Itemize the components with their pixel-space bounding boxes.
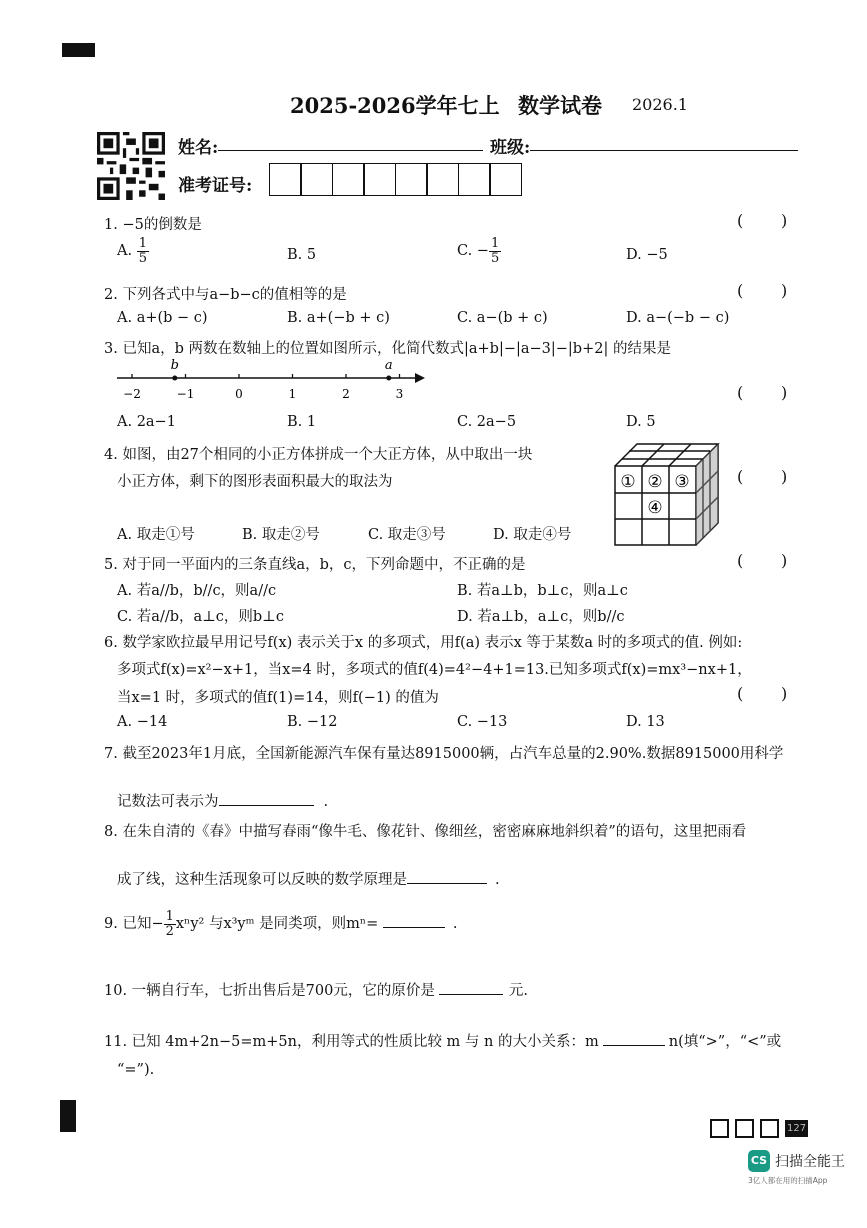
class-label: 班级: xyxy=(490,138,531,158)
cube-figure xyxy=(612,440,722,548)
option-d: D. 取走④号 xyxy=(493,527,572,543)
qr-code xyxy=(97,132,165,200)
option-c: C. −13 xyxy=(457,714,508,730)
answer-blank[interactable] xyxy=(383,927,445,928)
cube-label-3: ③ xyxy=(674,472,690,492)
option-d: D. a−(−b − c) xyxy=(626,310,730,326)
option-c: C. 若a//b，a⊥c，则b⊥c xyxy=(117,609,284,625)
exam-subject: 数学试卷 xyxy=(518,93,602,118)
point-b xyxy=(172,376,177,381)
number-line-tick-label: −1 xyxy=(176,387,195,401)
answer-paren[interactable]: ( ) xyxy=(737,467,788,486)
question-11-line1: 11. 已知 4m+2n−5=m+5n，利用等式的性质比较 m 与 n 的大小关系：m n(填“>”，“<”或 xyxy=(104,1034,782,1050)
number-line-tick-label: 1 xyxy=(288,387,297,401)
corner-marker xyxy=(60,1100,76,1132)
option-c: C. a−(b + c) xyxy=(457,310,548,326)
option-c: C. 2a−5 xyxy=(457,414,517,430)
option-a: A. $\frac{1}{5}$ xyxy=(117,236,147,266)
option-d: D. 若a⊥b，a⊥c，则b//c xyxy=(457,609,625,625)
question-5-stem: 5. 对于同一平面内的三条直线a，b，c，下列命题中，不正确的是 xyxy=(104,557,526,573)
app-logo-icon: CS xyxy=(748,1150,770,1172)
option-c: C. 取走③号 xyxy=(368,527,446,543)
answer-blank[interactable] xyxy=(603,1045,665,1046)
name-label: 姓名: xyxy=(178,138,219,158)
option-b: B. 5 xyxy=(287,247,317,263)
number-line xyxy=(115,355,430,405)
exam-id-box[interactable] xyxy=(395,163,428,196)
option-b: B. 1 xyxy=(287,414,317,430)
exam-id-box[interactable] xyxy=(300,163,333,196)
class-field[interactable] xyxy=(530,150,798,151)
app-tagline: 3亿人都在用的扫描App xyxy=(748,1176,828,1185)
exam-id-box[interactable] xyxy=(332,163,365,196)
exam-id-label: 准考证号: xyxy=(178,176,253,196)
option-d: D. 13 xyxy=(626,714,665,730)
question-11-line2: “=”). xyxy=(117,1062,155,1078)
question-6-line3: 当x=1 时，多项式的值f(1)=14，则f(−1) 的值为 xyxy=(117,690,439,706)
question-7-line1: 7. 截至2023年1月底，全国新能源汽车保有量达8915000辆，占汽车总量的2.90%.数据8915000用科学 xyxy=(104,746,784,762)
answer-square xyxy=(760,1119,779,1138)
answer-squares xyxy=(710,1119,808,1138)
option-d: D. 5 xyxy=(626,414,656,430)
answer-blank[interactable] xyxy=(407,883,487,884)
answer-square xyxy=(735,1119,754,1138)
question-2-stem: 2. 下列各式中与a−b−c的值相等的是 xyxy=(104,287,347,303)
question-6-line2: 多项式f(x)=x²−x+1，当x=4 时，多项式的值f(4)=4²−4+1=13.已知多项式f(x)=mx³−nx+1， xyxy=(117,662,752,678)
number-line-tick-label: 2 xyxy=(342,387,350,401)
question-8-line2: 成了线，这种生活现象可以反映的数学原理是 . xyxy=(117,872,500,888)
answer-blank[interactable] xyxy=(219,805,314,806)
question-1-stem: 1. −5的倒数是 xyxy=(104,217,202,233)
exam-id-box[interactable] xyxy=(269,163,302,196)
exam-id-box[interactable] xyxy=(489,163,522,196)
exam-id-box[interactable] xyxy=(363,163,396,196)
question-8-line1: 8. 在朱自清的《春》中描写春雨“像牛毛、像花针、像细丝，密密麻麻地斜织着”的语句，这里把雨看 xyxy=(104,824,747,840)
option-d: D. −5 xyxy=(626,247,668,263)
exam-date: 2026.1 xyxy=(632,95,688,114)
answer-paren[interactable]: ( ) xyxy=(737,211,788,230)
answer-paren[interactable]: ( ) xyxy=(737,383,788,402)
question-4-stem-line1: 4. 如图，由27个相同的小正方体拼成一个大正方体，从中取出一块 xyxy=(104,447,533,463)
exam-id-box[interactable] xyxy=(426,163,459,196)
name-field[interactable] xyxy=(218,150,483,151)
option-b: B. 若a⊥b，b⊥c，则a⊥c xyxy=(457,583,628,599)
answer-square xyxy=(710,1119,729,1138)
point-a-label: a xyxy=(384,358,393,373)
cube-label-4: ④ xyxy=(647,498,663,518)
question-4-stem-line2: 小正方体，剩下的图形表面积最大的取法为 xyxy=(117,474,393,490)
corner-marker xyxy=(62,43,95,57)
cube-label-1: ① xyxy=(620,472,636,492)
option-a: A. 取走①号 xyxy=(117,527,195,543)
cube-label-2: ② xyxy=(647,472,663,492)
option-a: A. a+(b − c) xyxy=(117,310,208,326)
question-3-stem: 3. 已知a，b 两数在数轴上的位置如图所示，化简代数式|a+b|−|a−3|−|b+2| 的结果是 xyxy=(104,341,671,357)
question-9: 9. 已知− $\frac{1}{2}$ xⁿy² 与x³yᵐ 是同类项，则mⁿ= . xyxy=(104,909,458,939)
question-7-line2: 记数法可表示为 . xyxy=(117,794,329,810)
option-a: A. 2a−1 xyxy=(117,414,176,430)
option-a: A. 若a//b，b//c，则a//c xyxy=(117,583,277,599)
number-line-tick-label: 0 xyxy=(235,387,243,401)
option-a: A. −14 xyxy=(117,714,168,730)
option-c: C. − $\frac{1}{5}$ xyxy=(457,236,500,266)
answer-paren[interactable]: ( ) xyxy=(737,281,788,300)
answer-paren[interactable]: ( ) xyxy=(737,684,788,703)
point-b-label: b xyxy=(170,358,179,373)
option-b: B. a+(−b + c) xyxy=(287,310,390,326)
exam-id-box[interactable] xyxy=(458,163,491,196)
page-number: 127 xyxy=(785,1120,808,1137)
question-6-line1: 6. 数学家欧拉最早用记号f(x) 表示关于x 的多项式，用f(a) 表示x 等于某数a 时的多项式的值. 例如: xyxy=(104,635,743,651)
app-watermark xyxy=(748,1150,845,1186)
answer-blank[interactable] xyxy=(439,994,503,995)
app-name: 扫描全能王 xyxy=(775,1154,845,1170)
exam-title: 2025-2026学年七上 xyxy=(290,93,500,118)
option-b: B. 取走②号 xyxy=(242,527,320,543)
question-10: 10. 一辆自行车，七折出售后是700元，它的原价是 元. xyxy=(104,983,528,999)
answer-paren[interactable]: ( ) xyxy=(737,551,788,570)
number-line-tick-label: 3 xyxy=(395,387,404,401)
number-line-tick-label: −2 xyxy=(123,387,141,401)
exam-id-boxes[interactable] xyxy=(270,163,522,196)
point-a xyxy=(386,376,391,381)
option-b: B. −12 xyxy=(287,714,338,730)
